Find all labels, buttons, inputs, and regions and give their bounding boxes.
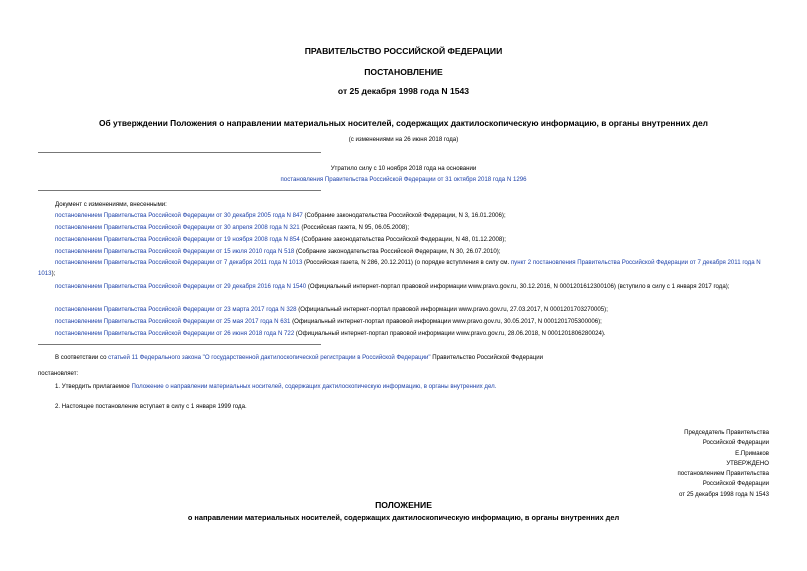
amendment-note-link[interactable]: пункт 2 постановления Правительства Российской Федерации от 7 декабря 2011 года N 1013 (38, 259, 761, 277)
changes-note: (с изменениями на 26 июня 2018 года) (348, 136, 459, 143)
list-item (55, 316, 602, 328)
amendment-link[interactable]: постановлением Правительства Российской Федерации от 29 декабря 2016 года N 1540 (55, 283, 307, 290)
amendment-source: (Собрание законодательства Российской Федерации, N 3, 16.01.2006); (302, 212, 506, 219)
amendment-source: (Официальный интернет-портал правовой информации www.pravo.gov.ru, 30.12.2016, N 0001201612300106) (вступило в силу с 1 января 2017 года); (306, 283, 730, 290)
point-1 (55, 381, 496, 393)
amendment-source: (Российская газета, N 286, 20.12.2011) (о порядке вступления в силу см. (302, 259, 511, 266)
amendment-source: ); (51, 270, 56, 277)
government-heading: ПРАВИТЕЛЬСТВО РОССИЙСКОЙ ФЕДЕРАЦИИ (304, 46, 503, 56)
document-title: Об утверждении Положения о направлении материальных носителей, содержащих дактилоскопическую информацию, в органы внутренних дел (99, 118, 708, 128)
amendment-link[interactable]: постановлением Правительства Российской Федерации от 26 июня 2018 года N 722 (55, 330, 295, 337)
approved-country: Российской Федерации (702, 480, 769, 488)
list-item (55, 222, 409, 234)
document-date: от 25 декабря 1998 года N 1543 (337, 86, 470, 96)
preamble-text: В соответствии со (55, 354, 109, 361)
amendment-link[interactable]: постановлением Правительства Российской Федерации от 30 апреля 2008 года N 321 (55, 224, 300, 231)
signature-position: Председатель Правительства (684, 429, 769, 436)
amendment-link[interactable]: постановлением Правительства Российской Федерации от 7 декабря 2011 года N 1013 (55, 259, 303, 266)
preamble-text: Правительство Российской Федерации (430, 354, 544, 361)
amendment-link[interactable]: постановлением Правительства Российской Федерации от 23 марта 2017 года N 328 (55, 306, 297, 313)
divider (38, 190, 321, 191)
lapsed-text: Утратило силу с 10 ноября 2018 года на основании (330, 165, 477, 172)
regulation-link[interactable]: Положение о направлении материальных носителей, содержащих дактилоскопическую информацию, в органы внутренних дел. (131, 383, 497, 390)
list-item (55, 328, 606, 340)
signature-name: Е.Примаков (735, 449, 769, 457)
amendment-link[interactable]: постановлением Правительства Российской Федерации от 19 ноября 2008 года N 854 (55, 236, 300, 243)
federal-law-link[interactable]: статьей 11 Федерального закона "О государственной дактилоскопической регистрации в Российской Федерации" (108, 354, 431, 361)
amendment-source: (Официальный интернет-портал правовой информации www.pravo.gov.ru, 28.06.2018, N 0001201806280024). (294, 330, 606, 337)
point-text: 1. Утвердить прилагаемое (55, 383, 132, 390)
amendment-link[interactable]: постановлением Правительства Российской Федерации от 15 июля 2010 года N 518 (55, 248, 295, 255)
amendments-intro: Документ с изменениями, внесенными: (55, 201, 167, 208)
annex-title: ПОЛОЖЕНИЕ (375, 500, 432, 510)
amendment-link[interactable]: постановлением Правительства Российской Федерации от 25 мая 2017 года N 631 (55, 318, 291, 325)
list-item (55, 304, 608, 316)
list-item (55, 234, 506, 246)
divider (38, 152, 321, 153)
approved-date: от 25 декабря 1998 года N 1543 (678, 490, 769, 498)
point-2: 2. Настоящее постановление вступает в силу с 1 января 1999 года. (55, 403, 247, 410)
approved-label: УТВЕРЖДЕНО (726, 459, 769, 467)
decides-text: постановляет: (38, 370, 79, 377)
amendment-source: (Официальный интернет-портал правовой информации www.pravo.gov.ru, 27.03.2017, N 0001201703270005); (296, 306, 608, 313)
annex-subtitle: о направлении материальных носителей, содержащих дактилоскопическую информацию, в органы внутренних дел (187, 513, 620, 522)
signature-country: Российской Федерации (702, 439, 769, 447)
amendment-source: (Российская газета, N 95, 06.05.2008); (299, 224, 410, 231)
amendment-source: (Официальный интернет-портал правовой информации www.pravo.gov.ru, 30.05.2017, N 0001201705300006); (290, 318, 602, 325)
amendment-source: (Собрание законодательства Российской Федерации, N 30, 26.07.2010); (294, 248, 501, 255)
list-item (38, 257, 770, 279)
amendment-link[interactable]: постановлением Правительства Российской Федерации от 30 декабря 2005 года N 847 (55, 212, 303, 219)
divider (38, 344, 321, 345)
preamble (55, 352, 543, 364)
list-item (38, 281, 770, 292)
list-item (55, 210, 506, 222)
document-type: ПОСТАНОВЛЕНИЕ (364, 67, 443, 77)
approved-by: постановлением Правительства (677, 470, 769, 478)
amendment-source: (Собрание законодательства Российской Федерации, N 48, 01.12.2008); (299, 236, 506, 243)
signature-block (677, 428, 769, 500)
lapsed-link[interactable]: постановления Правительства Российской Федерации от 31 октября 2018 года N 1296 (280, 176, 527, 183)
